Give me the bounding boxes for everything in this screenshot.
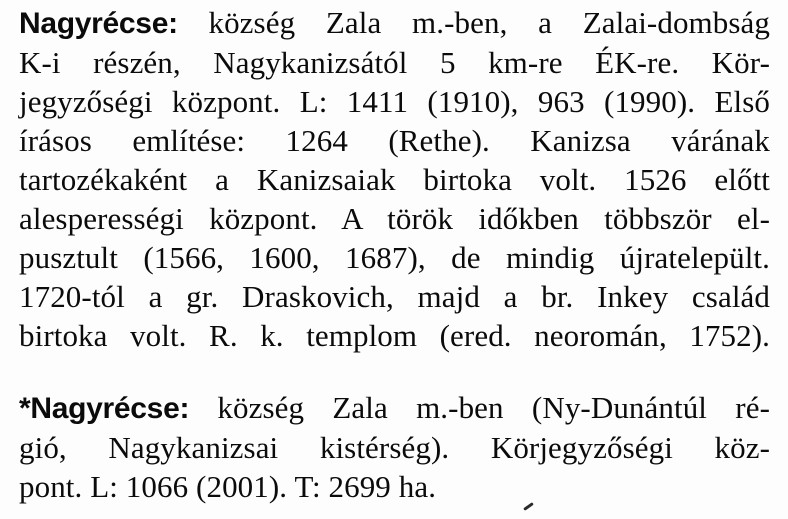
- entry-nagyrecse-modern: [19, 388, 770, 506]
- entry-line-text: község Zala m.-ben (Ny-Dunántúl ré-: [189, 390, 770, 425]
- entry-line-text: község Zala m.-ben, a Zalai-dombság: [177, 5, 770, 40]
- entry-line: [19, 388, 770, 428]
- entry-line: birtoka volt. R. k. templom (ered. neoromán, 1752).: [19, 318, 770, 353]
- entry-line: gió, Nagykanizsai kistérség). Körjegyzőségi köz-: [19, 430, 770, 465]
- entry-line: [19, 3, 770, 43]
- entry-line: 1720-tól a gr. Draskovich, majd a br. Inkey család: [19, 279, 770, 314]
- entry-line: pont. L: 1066 (2001). T: 2699 ha.: [19, 469, 437, 504]
- entry-line: K-i részén, Nagykanizsától 5 km-re ÉK-re. Kör-: [19, 45, 770, 80]
- entry-line: pusztult (1566, 1600, 1687), de mindig újratelepült.: [19, 240, 770, 275]
- entry-line: alesperességi központ. A török időkben többször el-: [19, 201, 770, 236]
- entry-line: írásos említése: 1264 (Rethe). Kanizsa várának: [19, 123, 770, 158]
- entry-nagyrecse-historical: [19, 3, 770, 355]
- headword-bold: Nagyrécse:: [19, 7, 178, 40]
- entry-line: jegyzőségi központ. L: 1411 (1910), 963 (1990). Első: [19, 84, 770, 119]
- entry-line: tartozékaként a Kanizsaiak birtoka volt. 1526 előtt: [19, 162, 770, 197]
- headword-bold: *Nagyrécse:: [19, 392, 190, 425]
